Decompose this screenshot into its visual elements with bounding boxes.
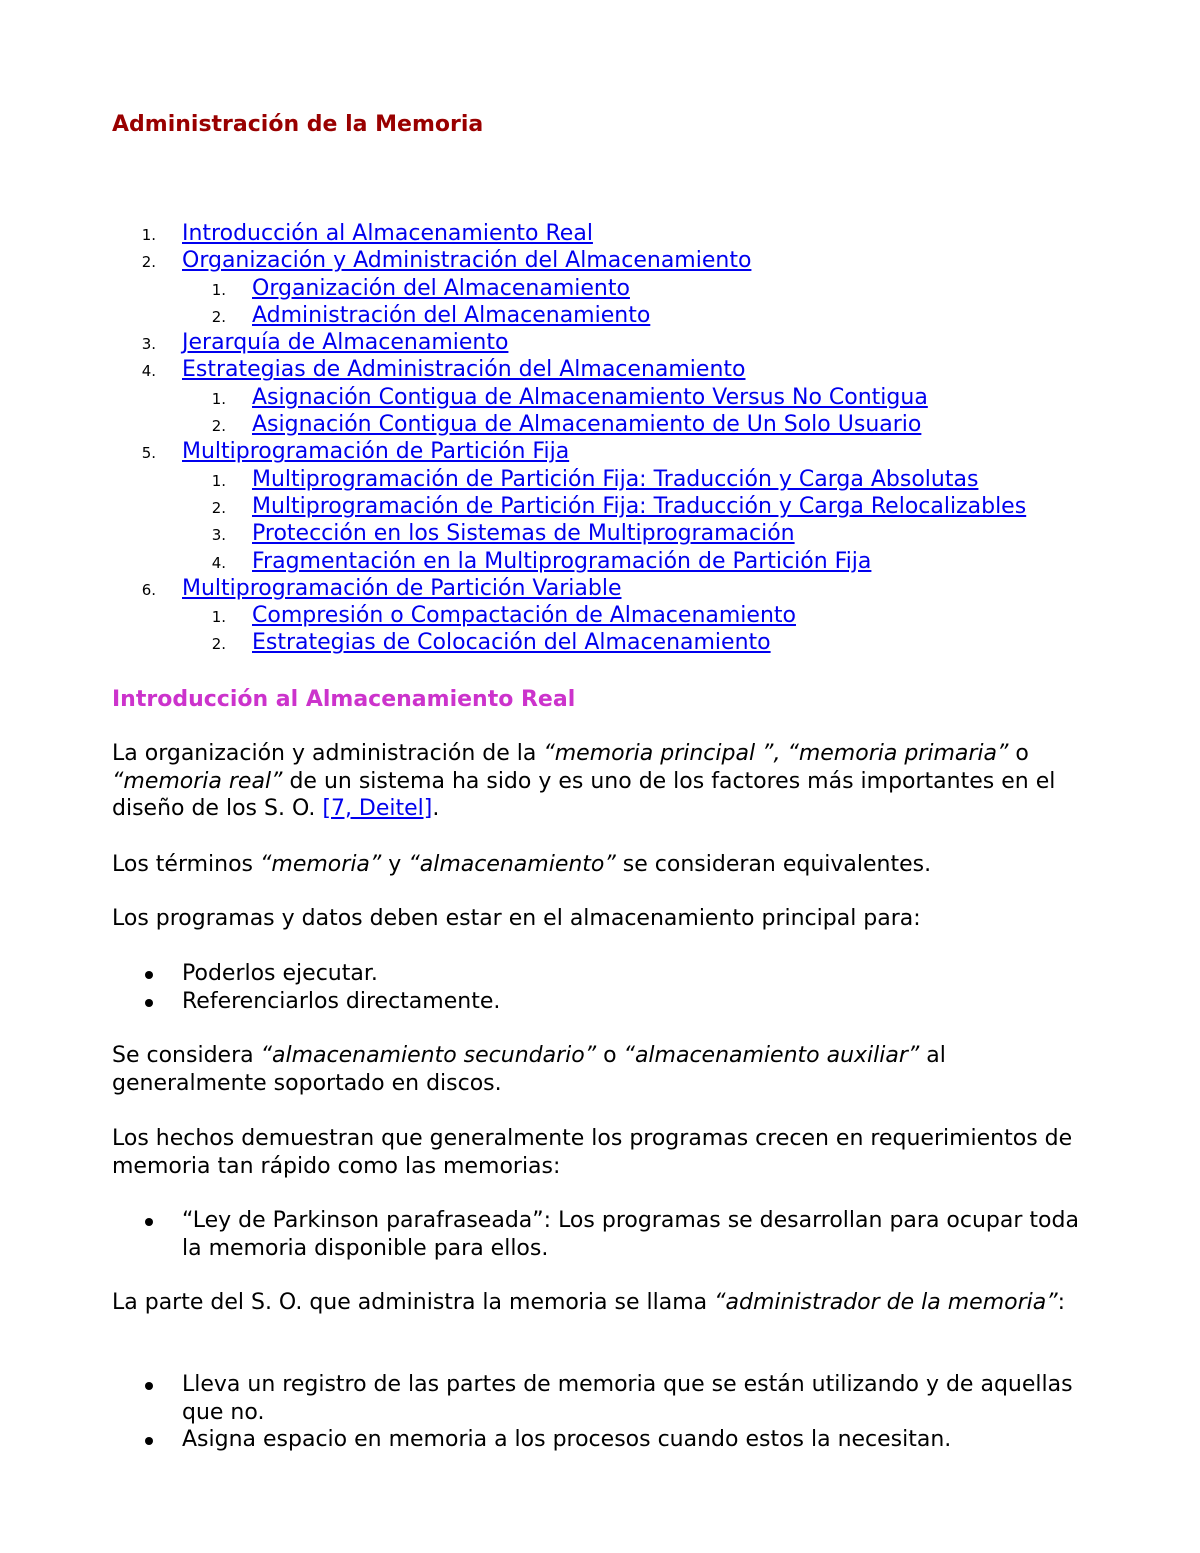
toc-item-number: 4. (211, 553, 226, 572)
toc-item-number: 2. (211, 498, 226, 517)
toc-item-number: 1. (211, 608, 226, 627)
toc-item (112, 548, 1112, 575)
italic-text: “almacenamiento auxiliar” (623, 1043, 920, 1068)
text: se consideran equivalentes. (615, 852, 932, 877)
bullet-icon (145, 1218, 153, 1226)
list-item (112, 1426, 1102, 1454)
toc-item (112, 329, 1112, 356)
toc-link[interactable]: Asignación Contigua de Almacenamiento Versus No Contigua (252, 384, 928, 410)
toc-item-number: 6. (141, 580, 156, 599)
text: . (432, 796, 440, 821)
text: Se considera (112, 1043, 261, 1068)
toc-item-number: 3. (211, 526, 226, 545)
bullet-icon (145, 1437, 153, 1445)
list-item-text: Asigna espacio en memoria a los procesos cuando estos la necesitan. (182, 1427, 952, 1452)
text: y (381, 852, 409, 877)
section-heading: Introducción al Almacenamiento Real (112, 687, 576, 712)
text: o (596, 1043, 624, 1068)
list-item (112, 960, 1102, 988)
toc-item (112, 302, 1112, 329)
toc-link[interactable]: Estrategias de Administración del Almacenamiento (182, 357, 746, 383)
bullet-list-2 (112, 1207, 1102, 1262)
toc-link[interactable]: Multiprogramación de Partición Fija: Traducción y Carga Relocalizables (252, 493, 1027, 519)
toc-item-number: 1. (211, 471, 226, 490)
toc-item (112, 247, 1112, 274)
list-item-text: “Ley de Parkinson parafraseada”: Los programas se desarrollan para ocupar toda la memoria disponible para ellos. (182, 1208, 1079, 1261)
text: de un sistema ha sido y es uno de los factores más importantes en el diseño de los S. O. (112, 768, 1056, 821)
paragraph-facts: Los hechos demuestran que generalmente los programas crecen en requerimientos de memoria tan rápido como las memorias: (112, 1126, 1073, 1179)
toc-item-number: 2. (211, 635, 226, 654)
toc-item (112, 356, 1112, 383)
text: : (1057, 1290, 1066, 1315)
text: La parte del S. O. que administra la memoria se llama (112, 1290, 715, 1315)
list-item-text: Lleva un registro de las partes de memoria que se están utilizando y de aquellas que no. (182, 1372, 1073, 1425)
italic-text: “memoria” (260, 852, 382, 877)
toc-item (112, 493, 1112, 520)
toc-link[interactable]: Organización y Administración del Almacenamiento (182, 248, 752, 274)
bullet-icon (145, 1382, 153, 1390)
italic-text: “administrador de la memoria” (714, 1290, 1058, 1315)
bullet-icon (145, 971, 153, 979)
bullet-list-1 (112, 960, 1102, 1015)
table-of-contents (112, 220, 1112, 657)
reference-link[interactable]: [7, Deitel] (322, 796, 433, 821)
text: al generalmente soportado en discos. (112, 1043, 946, 1096)
toc-item-number: 4. (141, 362, 156, 381)
toc-item (112, 275, 1112, 302)
italic-text: “almacenamiento” (408, 852, 616, 877)
list-item (112, 988, 1102, 1016)
bullet-icon (145, 999, 153, 1007)
toc-item-number: 1. (141, 226, 156, 244)
list-item-text: Poderlos ejecutar. (182, 961, 378, 986)
text: La organización y administración de la (112, 741, 544, 766)
toc-link[interactable]: Jerarquía de Almacenamiento (182, 330, 509, 356)
document-title: Administración de la Memoria (112, 112, 484, 137)
toc-link[interactable]: Multiprogramación de Partición Fija: Traducción y Carga Absolutas (252, 466, 979, 492)
toc-link[interactable]: Protección en los Sistemas de Multiprogramación (252, 521, 795, 547)
toc-item-number: 2. (211, 307, 226, 326)
toc-item-number: 2. (211, 417, 226, 436)
toc-link[interactable]: Introducción al Almacenamiento Real (182, 221, 593, 246)
toc-item (112, 220, 1112, 247)
toc-item (112, 520, 1112, 547)
toc-item-number: 3. (141, 335, 156, 354)
toc-item-number: 5. (141, 444, 156, 463)
toc-link[interactable]: Estrategias de Colocación del Almacenamiento (252, 630, 771, 656)
italic-text: “almacenamiento secundario” (260, 1043, 597, 1068)
toc-link[interactable]: Compresión o Compactación de Almacenamiento (252, 603, 796, 629)
list-item (112, 1207, 1102, 1262)
italic-text: “memoria real” (112, 768, 283, 794)
toc-item (112, 438, 1112, 465)
toc-link[interactable]: Organización del Almacenamiento (252, 275, 630, 301)
toc-link[interactable]: Fragmentación en la Multiprogramación de Partición Fija (252, 548, 872, 574)
toc-link[interactable]: Multiprogramación de Partición Variable (182, 575, 622, 601)
paragraph-memory-manager (112, 1289, 1102, 1317)
list-item-text: Referenciarlos directamente. (182, 988, 501, 1014)
toc-item (112, 575, 1112, 602)
toc-item (112, 384, 1112, 411)
bullet-list-3 (112, 1371, 1102, 1454)
toc-link[interactable]: Administración del Almacenamiento (252, 302, 651, 328)
toc-item (112, 466, 1112, 493)
text: Los términos (112, 852, 261, 877)
toc-link[interactable]: Multiprogramación de Partición Fija (182, 439, 570, 465)
paragraph-secondary-storage (112, 1042, 1102, 1097)
toc-link[interactable]: Asignación Contigua de Almacenamiento de Un Solo Usuario (252, 412, 922, 438)
paragraph-terms (112, 851, 1102, 879)
paragraph-intro (112, 740, 1102, 823)
toc-item-number: 1. (211, 389, 226, 408)
list-item (112, 1371, 1102, 1426)
toc-item (112, 411, 1112, 438)
toc-item-number: 2. (141, 253, 156, 272)
toc-item (112, 629, 1112, 656)
toc-item-number: 1. (211, 280, 226, 299)
italic-text: “memoria principal ”, “memoria primaria” (543, 741, 1009, 766)
text: o (1008, 741, 1029, 766)
toc-item (112, 602, 1112, 629)
paragraph-programs: Los programas y datos deben estar en el almacenamiento principal para: (112, 906, 921, 931)
